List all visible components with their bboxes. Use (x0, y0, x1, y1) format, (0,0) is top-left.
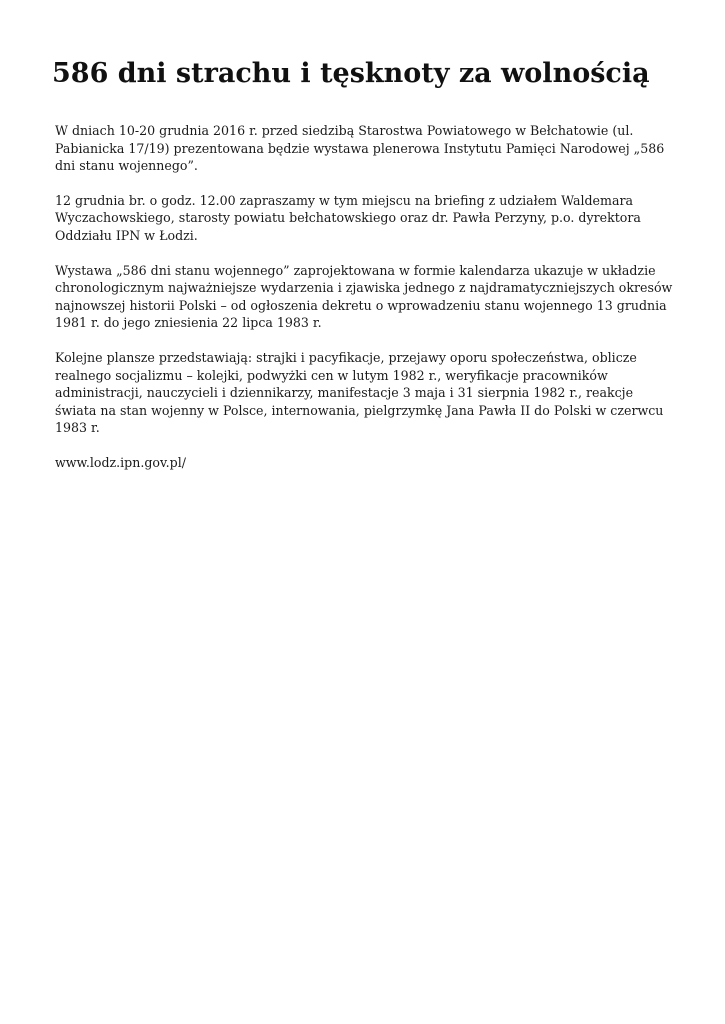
article-body (55, 122, 675, 472)
paragraph-boards-topics: Kolejne plansze przedstawiają: strajki i pacyfikacje, przejawy oporu społeczeństwa, oblicze realnego socjalizmu – kolejki, podwyżki cen w lutym 1982 r., weryfikacje pracowników administracji, nauczycieli i dziennikarzy, manifestacje 3 maja i 31 sierpnia 1982 r., reakcje świata na stan wojenny w Polsce, internowania, pielgrzymkę Jana Pawła II do Polski w czerwcu 1983 r. (55, 349, 664, 436)
paragraph-exhibition-dates: W dniach 10-20 grudnia 2016 r. przed siedzibą Starostwa Powiatowego w Bełchatowie (ul. Pabianicka 17/19) prezentowana będzie wystawa plenerowa Instytutu Pamięci Narodowej „586 dni stanu wojennego”. (55, 123, 665, 174)
paragraph-exhibition-description: Wystawa „586 dni stanu wojennego” zaprojektowana w formie kalendarza ukazuje w układzie chronologicznym najważniejsze wydarzenia i zjawiska jednego z najdramatyczniejszych okresów najnowszej historii Polski – od ogłoszenia dekretu o wprowadzeniu stanu wojennego 13 grudnia 1981 r. do jego zniesienia 22 lipca 1983 r. (55, 262, 673, 331)
paragraph-briefing: 12 grudnia br. o godz. 12.00 zapraszamy w tym miejscu na briefing z udziałem Waldemara Wyczachowskiego, starosty powiatu bełchatowskiego oraz dr. Pawła Perzyny, p.o. dyrektora Oddziału IPN w Łodzi. (55, 192, 641, 243)
source-link[interactable]: www.lodz.ipn.gov.pl/ (55, 454, 186, 470)
article-title: 586 dni strachu i tęsknoty za wolnością (52, 58, 650, 89)
